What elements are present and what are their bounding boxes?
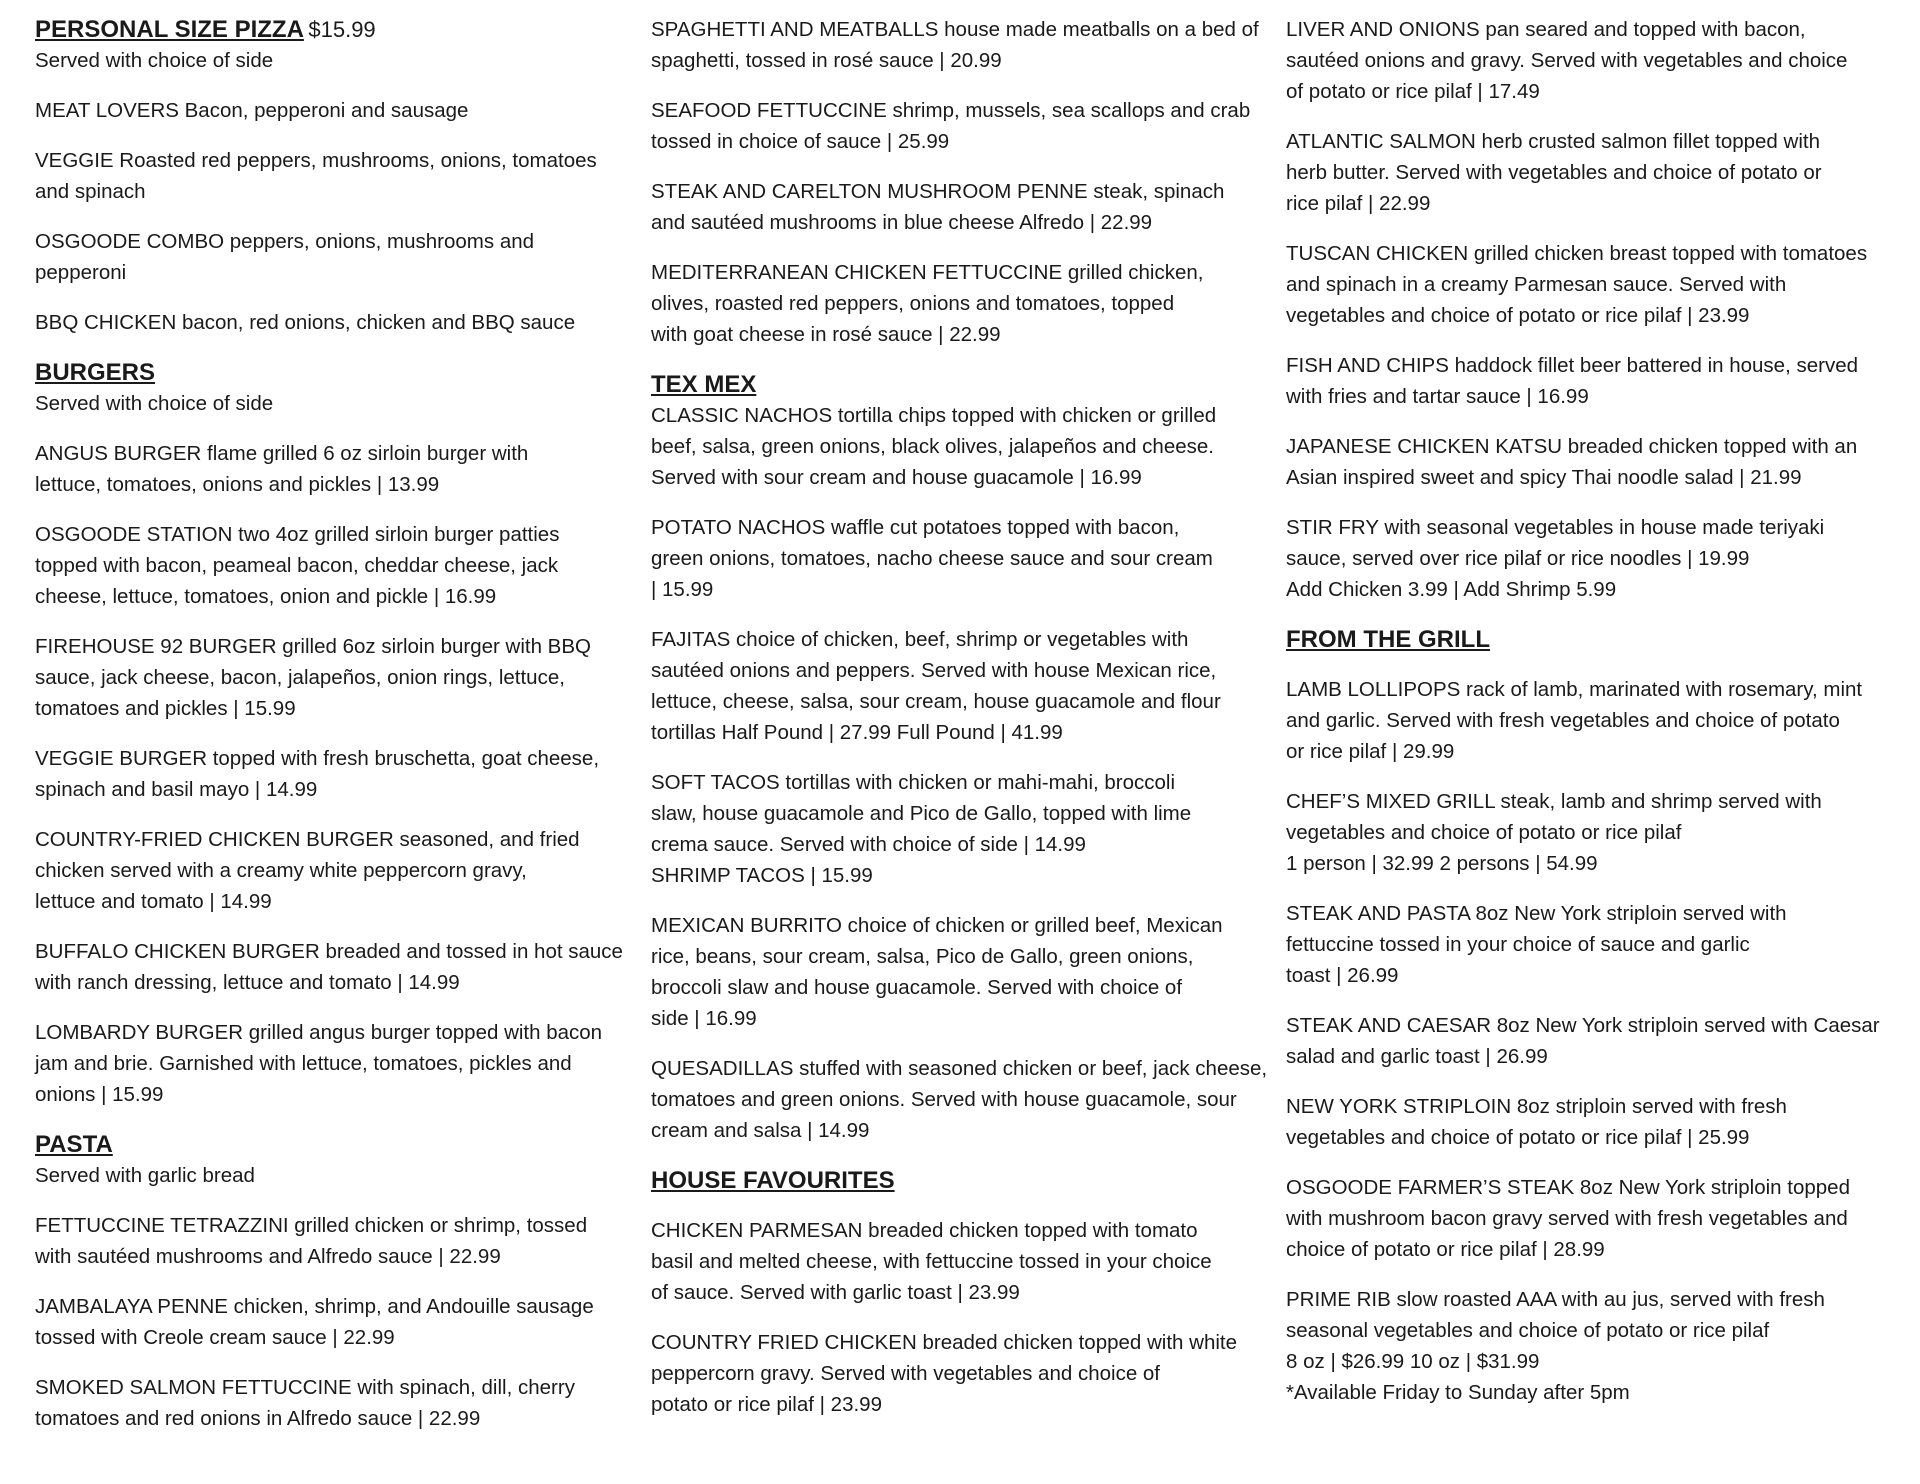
- menu-item: [35, 631, 625, 724]
- menu-item-line: COUNTRY-FRIED CHICKEN BURGER seasoned, and fried: [35, 828, 580, 851]
- menu-item-line: crema sauce. Served with choice of side | 14.99: [651, 833, 1086, 856]
- menu-item-line: onions | 15.99: [35, 1083, 164, 1106]
- menu-item: [1286, 1284, 1896, 1408]
- menu-item-line: cheese, lettuce, tomatoes, onion and pickle | 16.99: [35, 585, 497, 608]
- menu-item-line: ATLANTIC SALMON herb crusted salmon fillet topped with: [1286, 130, 1820, 153]
- menu-item: [1286, 512, 1896, 605]
- menu-item-line: 8 oz | $26.99 10 oz | $31.99: [1286, 1350, 1540, 1373]
- menu-section-tex-mex: [651, 350, 1281, 1146]
- menu-item: [651, 400, 1281, 493]
- menu-item: [651, 512, 1281, 605]
- menu-item: [651, 1215, 1281, 1308]
- menu-item: [1286, 1091, 1896, 1153]
- menu-item-line: with mushroom bacon gravy served with fresh vegetables and: [1286, 1207, 1848, 1230]
- menu-item-line: cream and salsa | 14.99: [651, 1119, 870, 1142]
- menu-item: [1286, 1010, 1896, 1072]
- section-heading-row: [651, 1165, 1281, 1196]
- menu-item-line: and spinach: [35, 180, 146, 203]
- section-heading-row: [1286, 624, 1896, 655]
- menu-item-line: sautéed onions and peppers. Served with house Mexican rice,: [651, 659, 1217, 682]
- menu-item-line: of sauce. Served with garlic toast | 23.99: [651, 1281, 1020, 1304]
- menu-section-burgers: [35, 338, 625, 1110]
- menu-item-line: topped with bacon, peameal bacon, cheddar cheese, jack: [35, 554, 559, 577]
- menu-item: [651, 1327, 1281, 1420]
- menu-item: [35, 1372, 625, 1434]
- menu-item-line: OSGOODE COMBO peppers, onions, mushrooms and: [35, 230, 535, 253]
- menu-item-line: with fries and tartar sauce | 16.99: [1286, 385, 1589, 408]
- menu-item-line: and spinach in a creamy Parmesan sauce. Served with: [1286, 273, 1787, 296]
- menu-item-line: sauce, jack cheese, bacon, jalapeños, onion rings, lettuce,: [35, 666, 565, 689]
- menu-item: [651, 624, 1281, 748]
- menu-item-line: POTATO NACHOS waffle cut potatoes topped with bacon,: [651, 516, 1180, 539]
- menu-item: [651, 767, 1281, 891]
- menu-item-line: beef, salsa, green onions, black olives, jalapeños and cheese.: [651, 435, 1214, 458]
- menu-item-line: rice pilaf | 22.99: [1286, 192, 1431, 215]
- menu-item-line: spinach and basil mayo | 14.99: [35, 778, 318, 801]
- section-spacer: [35, 1110, 625, 1129]
- menu-item: [1286, 786, 1896, 879]
- menu-item: [651, 1053, 1281, 1146]
- menu-item-line: FISH AND CHIPS haddock fillet beer battered in house, served: [1286, 354, 1859, 377]
- menu-item: [1286, 431, 1896, 493]
- menu-item: [1286, 898, 1896, 991]
- menu-item-line: and garlic. Served with fresh vegetables and choice of potato: [1286, 709, 1840, 732]
- menu-item-line: PRIME RIB slow roasted AAA with au jus, served with fresh: [1286, 1288, 1825, 1311]
- menu-item-line: rice, beans, sour cream, salsa, Pico de Gallo, green onions,: [651, 945, 1194, 968]
- section-heading: BURGERS: [35, 359, 156, 386]
- menu-item-line: chicken served with a creamy white peppercorn gravy,: [35, 859, 527, 882]
- menu-item-line: peppercorn gravy. Served with vegetables and choice of: [651, 1362, 1161, 1385]
- menu-item-line: CLASSIC NACHOS tortilla chips topped with chicken or grilled: [651, 404, 1217, 427]
- menu-item-line: herb butter. Served with vegetables and choice of potato or: [1286, 161, 1822, 184]
- menu-item-line: BUFFALO CHICKEN BURGER breaded and tossed in hot sauce: [35, 940, 623, 963]
- menu-item-line: with ranch dressing, lettuce and tomato | 14.99: [35, 971, 460, 994]
- menu-item-line: slaw, house guacamole and Pico de Gallo, topped with lime: [651, 802, 1192, 825]
- menu-item-line: VEGGIE BURGER topped with fresh bruschetta, goat cheese,: [35, 747, 600, 770]
- menu-item-line: salad and garlic toast | 26.99: [1286, 1045, 1548, 1068]
- section-subtitle: Served with garlic bread: [35, 1164, 255, 1187]
- menu-item-line: MEAT LOVERS Bacon, pepperoni and sausage: [35, 99, 469, 122]
- menu-section-from-the-grill: [1286, 605, 1896, 1408]
- menu-item: [651, 257, 1281, 350]
- menu-item-line: side | 16.99: [651, 1007, 757, 1030]
- menu-item-line: SHRIMP TACOS | 15.99: [651, 864, 873, 887]
- menu-item-line: sautéed onions and gravy. Served with vegetables and choice: [1286, 49, 1848, 72]
- menu-item-line: lettuce, tomatoes, onions and pickles | 13.99: [35, 473, 440, 496]
- menu-item-line: NEW YORK STRIPLOIN 8oz striploin served with fresh: [1286, 1095, 1787, 1118]
- menu-item: [35, 95, 625, 126]
- menu-item: [651, 176, 1281, 238]
- menu-item: [1286, 238, 1896, 331]
- menu-item: [1286, 674, 1896, 767]
- section-heading: PERSONAL SIZE PIZZA: [35, 16, 304, 43]
- menu-item: [651, 14, 1281, 76]
- menu-item-line: spaghetti, tossed in rosé sauce | 20.99: [651, 49, 1002, 72]
- menu-item-line: Asian inspired sweet and spicy Thai noodle salad | 21.99: [1286, 466, 1802, 489]
- menu-item-line: SPAGHETTI AND MEATBALLS house made meatballs on a bed of: [651, 18, 1259, 41]
- menu-item-line: with goat cheese in rosé sauce | 22.99: [651, 323, 1001, 346]
- menu-item: [35, 1017, 625, 1110]
- menu-item-line: BBQ CHICKEN bacon, red onions, chicken and BBQ sauce: [35, 311, 576, 334]
- section-price: $15.99: [308, 17, 376, 42]
- menu-item-line: vegetables and choice of potato or rice pilaf | 23.99: [1286, 304, 1750, 327]
- menu-item: [651, 95, 1281, 157]
- section-heading: FROM THE GRILL: [1286, 626, 1490, 653]
- menu-item-line: STIR FRY with seasonal vegetables in house made teriyaki: [1286, 516, 1825, 539]
- menu-item-line: tomatoes and pickles | 15.99: [35, 697, 296, 720]
- menu-item: [651, 910, 1281, 1034]
- menu-item-line: green onions, tomatoes, nacho cheese sauce and sour cream: [651, 547, 1213, 570]
- menu-item-line: TUSCAN CHICKEN grilled chicken breast topped with tomatoes: [1286, 242, 1868, 265]
- menu-item: [1286, 126, 1896, 219]
- menu-item: [35, 1210, 625, 1272]
- menu-item-line: COUNTRY FRIED CHICKEN breaded chicken topped with white: [651, 1331, 1238, 1354]
- section-spacer: [651, 1146, 1281, 1165]
- menu-item-line: fettuccine tossed in your choice of sauce and garlic: [1286, 933, 1750, 956]
- menu-item-line: broccoli slaw and house guacamole. Served with choice of: [651, 976, 1183, 999]
- menu-item: [1286, 350, 1896, 412]
- menu-item: [35, 743, 625, 805]
- menu-item: [1286, 14, 1896, 107]
- section-heading-row: [35, 14, 625, 45]
- menu-section-house-favourites: [651, 1146, 1281, 1420]
- menu-item-line: Add Chicken 3.99 | Add Shrimp 5.99: [1286, 578, 1617, 601]
- menu-item-line: STEAK AND CAESAR 8oz New York striploin served with Caesar: [1286, 1014, 1880, 1037]
- menu-item-line: sauce, served over rice pilaf or rice noodles | 19.99: [1286, 547, 1750, 570]
- menu-item-line: SEAFOOD FETTUCCINE shrimp, mussels, sea scallops and crab: [651, 99, 1251, 122]
- menu-item-line: tomatoes and green onions. Served with house guacamole, sour: [651, 1088, 1237, 1111]
- menu-item-line: vegetables and choice of potato or rice pilaf: [1286, 821, 1682, 844]
- section-heading: PASTA: [35, 1131, 113, 1158]
- section-heading: HOUSE FAVOURITES: [651, 1167, 895, 1194]
- menu-item: [35, 438, 625, 500]
- menu-item-line: potato or rice pilaf | 23.99: [651, 1393, 882, 1416]
- section-heading-row: [35, 1129, 625, 1160]
- menu-item-line: lettuce, cheese, salsa, sour cream, house guacamole and flour: [651, 690, 1221, 713]
- menu-item-line: VEGGIE Roasted red peppers, mushrooms, onions, tomatoes: [35, 149, 597, 172]
- menu-item-line: FAJITAS choice of chicken, beef, shrimp or vegetables with: [651, 628, 1189, 651]
- menu-item-line: MEXICAN BURRITO choice of chicken or grilled beef, Mexican: [651, 914, 1223, 937]
- menu-item-line: tortillas Half Pound | 27.99 Full Pound | 41.99: [651, 721, 1063, 744]
- section-spacer: [1286, 605, 1896, 624]
- menu-item-line: lettuce and tomato | 14.99: [35, 890, 272, 913]
- menu-item-line: JAMBALAYA PENNE chicken, shrimp, and Andouille sausage: [35, 1295, 594, 1318]
- menu-item-line: *Available Friday to Sunday after 5pm: [1286, 1381, 1630, 1404]
- menu-item-line: CHEF’S MIXED GRILL steak, lamb and shrimp served with: [1286, 790, 1822, 813]
- menu-item-line: olives, roasted red peppers, onions and tomatoes, topped: [651, 292, 1175, 315]
- menu-item-line: FETTUCCINE TETRAZZINI grilled chicken or shrimp, tossed: [35, 1214, 588, 1237]
- menu-column-1: [35, 14, 625, 1434]
- menu-item-line: SOFT TACOS tortillas with chicken or mahi-mahi, broccoli: [651, 771, 1176, 794]
- menu-item-line: basil and melted cheese, with fettuccine tossed in your choice: [651, 1250, 1212, 1273]
- section-subtitle: Served with choice of side: [35, 49, 274, 72]
- menu-item-line: or rice pilaf | 29.99: [1286, 740, 1455, 763]
- menu-item-line: STEAK AND PASTA 8oz New York striploin served with: [1286, 902, 1787, 925]
- menu-item-line: choice of potato or rice pilaf | 28.99: [1286, 1238, 1605, 1261]
- section-heading-row: [35, 357, 625, 388]
- menu-item-line: 1 person | 32.99 2 persons | 54.99: [1286, 852, 1598, 875]
- menu-item: [35, 145, 625, 207]
- menu-item-line: tossed with Creole cream sauce | 22.99: [35, 1326, 395, 1349]
- section-subtitle: Served with choice of side: [35, 392, 274, 415]
- menu-item: [35, 936, 625, 998]
- menu-item-line: SMOKED SALMON FETTUCCINE with spinach, dill, cherry: [35, 1376, 575, 1399]
- menu-item: [35, 307, 625, 338]
- menu-item-line: toast | 26.99: [1286, 964, 1399, 987]
- menu-column-2: [651, 14, 1281, 1420]
- menu-item-line: | 15.99: [651, 578, 714, 601]
- menu-item-line: ANGUS BURGER flame grilled 6 oz sirloin burger with: [35, 442, 529, 465]
- menu-item-line: jam and brie. Garnished with lettuce, tomatoes, pickles and: [35, 1052, 572, 1075]
- menu-item-line: tomatoes and red onions in Alfredo sauce | 22.99: [35, 1407, 481, 1430]
- menu-item-line: tossed in choice of sauce | 25.99: [651, 130, 950, 153]
- menu-item-line: with sautéed mushrooms and Alfredo sauce | 22.99: [35, 1245, 501, 1268]
- menu-column-3: [1286, 14, 1896, 1408]
- menu-item-line: of potato or rice pilaf | 17.49: [1286, 80, 1540, 103]
- menu-item-line: LAMB LOLLIPOPS rack of lamb, marinated with rosemary, mint: [1286, 678, 1863, 701]
- menu-section-pasta: [35, 1110, 625, 1434]
- menu-item: [35, 1291, 625, 1353]
- menu-item-line: STEAK AND CARELTON MUSHROOM PENNE steak, spinach: [651, 180, 1225, 203]
- menu-section-personal-size-pizza: [35, 14, 625, 338]
- menu-item-line: CHICKEN PARMESAN breaded chicken topped with tomato: [651, 1219, 1198, 1242]
- section-heading: TEX MEX: [651, 371, 757, 398]
- menu-item: [1286, 1172, 1896, 1265]
- menu-item-line: FIREHOUSE 92 BURGER grilled 6oz sirloin burger with BBQ: [35, 635, 591, 658]
- menu-section-continued: [651, 14, 1281, 350]
- menu-item-line: QUESADILLAS stuffed with seasoned chicken or beef, jack cheese,: [651, 1057, 1268, 1080]
- menu-item-line: seasonal vegetables and choice of potato or rice pilaf: [1286, 1319, 1770, 1342]
- menu-item-line: OSGOODE STATION two 4oz grilled sirloin burger patties: [35, 523, 560, 546]
- menu-item-line: pepperoni: [35, 261, 127, 284]
- section-heading-row: [651, 369, 1281, 400]
- menu-item-line: Served with sour cream and house guacamole | 16.99: [651, 466, 1142, 489]
- menu-section-continued: [1286, 14, 1896, 605]
- menu-item-line: MEDITERRANEAN CHICKEN FETTUCCINE grilled chicken,: [651, 261, 1204, 284]
- menu-item-line: vegetables and choice of potato or rice pilaf | 25.99: [1286, 1126, 1750, 1149]
- section-spacer: [651, 350, 1281, 369]
- menu-item-line: JAPANESE CHICKEN KATSU breaded chicken topped with an: [1286, 435, 1858, 458]
- menu-item: [35, 824, 625, 917]
- menu-item-line: LIVER AND ONIONS pan seared and topped with bacon,: [1286, 18, 1806, 41]
- menu-item: [35, 519, 625, 612]
- menu-item-line: and sautéed mushrooms in blue cheese Alfredo | 22.99: [651, 211, 1153, 234]
- menu-item-line: OSGOODE FARMER’S STEAK 8oz New York striploin topped: [1286, 1176, 1850, 1199]
- section-spacer: [35, 338, 625, 357]
- menu-item: [35, 226, 625, 288]
- menu-item-line: LOMBARDY BURGER grilled angus burger topped with bacon: [35, 1021, 603, 1044]
